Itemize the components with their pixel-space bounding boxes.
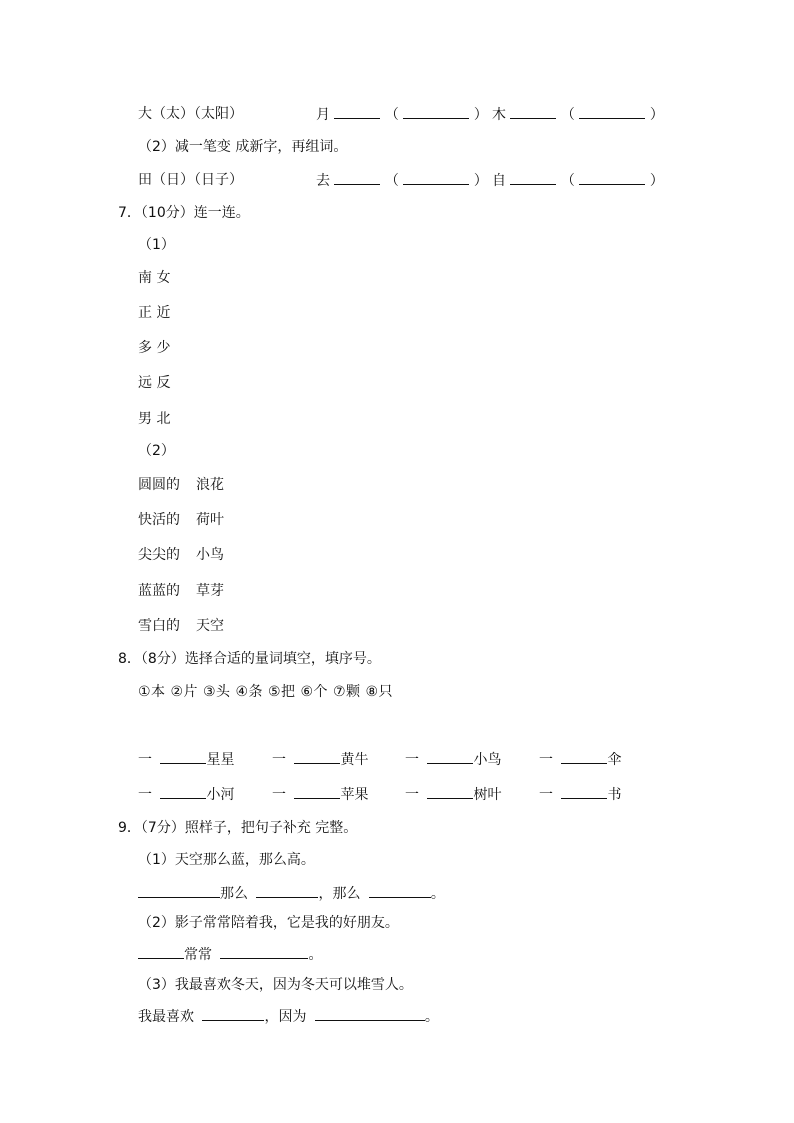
match-left: 圆圆的 (138, 477, 180, 493)
fill-item-3: 去 （ ） (316, 170, 488, 191)
match-left: 快活的 (138, 512, 180, 528)
example-word: 大（太）（太阳） (138, 106, 243, 122)
answer-blank[interactable] (220, 944, 308, 959)
question-9-title: 9．（7分）照样子，把句子补充 完整。 (118, 820, 358, 836)
answer-blank[interactable] (579, 104, 645, 119)
answer-blank[interactable] (561, 749, 607, 764)
sub-question-label: （2） (138, 443, 175, 459)
answer-blank[interactable] (427, 749, 473, 764)
measure-fill-item: 一 黄牛 (272, 749, 368, 770)
answer-blank[interactable] (294, 749, 340, 764)
fill-item-1: 月 （ ） (316, 104, 488, 125)
fill-item-2: 木 （ ） (492, 104, 664, 125)
answer-blank[interactable] (256, 883, 318, 898)
answer-line-1: 那么 ，那么 。 (138, 883, 445, 904)
sub-question-1: （1）天空那么蓝，那么高。 (138, 852, 315, 868)
answer-blank[interactable] (579, 170, 645, 185)
match-pair: 男 北 (138, 411, 171, 427)
measure-fill-item: 一 树叶 (405, 784, 501, 805)
answer-blank[interactable] (138, 883, 220, 898)
question-7-title: 7．（10分）连一连。 (118, 205, 250, 221)
example-word: 田（日）（日子） (138, 172, 243, 188)
answer-line-2: 常常 。 (138, 944, 322, 965)
measure-fill-item: 一 苹果 (272, 784, 368, 805)
match-right: 天空 (196, 618, 224, 634)
answer-blank[interactable] (427, 784, 473, 799)
match-left: 雪白的 (138, 618, 180, 634)
match-right: 小鸟 (196, 547, 224, 563)
fill-item-4: 自 （ ） (492, 170, 664, 191)
measure-fill-item: 一 小河 (138, 784, 234, 805)
match-left: 尖尖的 (138, 547, 180, 563)
match-right: 浪花 (196, 477, 224, 493)
measure-fill-item: 一 书 (539, 784, 621, 805)
answer-blank[interactable] (315, 1006, 425, 1021)
sub-question-2: （2）减一笔变 成新字，再组词。 (138, 139, 348, 155)
answer-blank[interactable] (510, 104, 556, 119)
answer-blank[interactable] (403, 170, 469, 185)
match-right: 荷叶 (196, 512, 224, 528)
measure-fill-item: 一 星星 (138, 749, 234, 770)
measure-word-options: ①本 ②片 ③头 ④条 ⑤把 ⑥个 ⑦颗 ⑧只 (138, 684, 394, 700)
answer-blank[interactable] (160, 749, 206, 764)
measure-fill-item: 一 小鸟 (405, 749, 501, 770)
answer-blank[interactable] (510, 170, 556, 185)
answer-blank[interactable] (138, 944, 184, 959)
answer-blank[interactable] (294, 784, 340, 799)
match-pair: 正 近 (138, 305, 171, 321)
answer-blank[interactable] (369, 883, 431, 898)
match-left: 蓝蓝的 (138, 583, 180, 599)
answer-blank[interactable] (202, 1006, 264, 1021)
answer-blank[interactable] (403, 104, 469, 119)
answer-blank[interactable] (561, 784, 607, 799)
match-right: 草芽 (196, 583, 224, 599)
match-pair: 远 反 (138, 375, 171, 391)
answer-blank[interactable] (334, 104, 380, 119)
answer-blank[interactable] (334, 170, 380, 185)
measure-fill-item: 一 伞 (539, 749, 621, 770)
answer-line-3: 我最喜欢 ，因为 。 (138, 1006, 439, 1027)
sub-question-2: （2）影子常常陪着我，它是我的好朋友。 (138, 915, 399, 931)
match-pair: 南 女 (138, 270, 171, 286)
question-8-title: 8．（8分）选择合适的量词填空，填序号。 (118, 651, 381, 667)
sub-question-3: （3）我最喜欢冬天，因为冬天可以堆雪人。 (138, 977, 413, 993)
sub-question-label: （1） (138, 237, 175, 253)
match-pair: 多 少 (138, 340, 171, 356)
answer-blank[interactable] (160, 784, 206, 799)
